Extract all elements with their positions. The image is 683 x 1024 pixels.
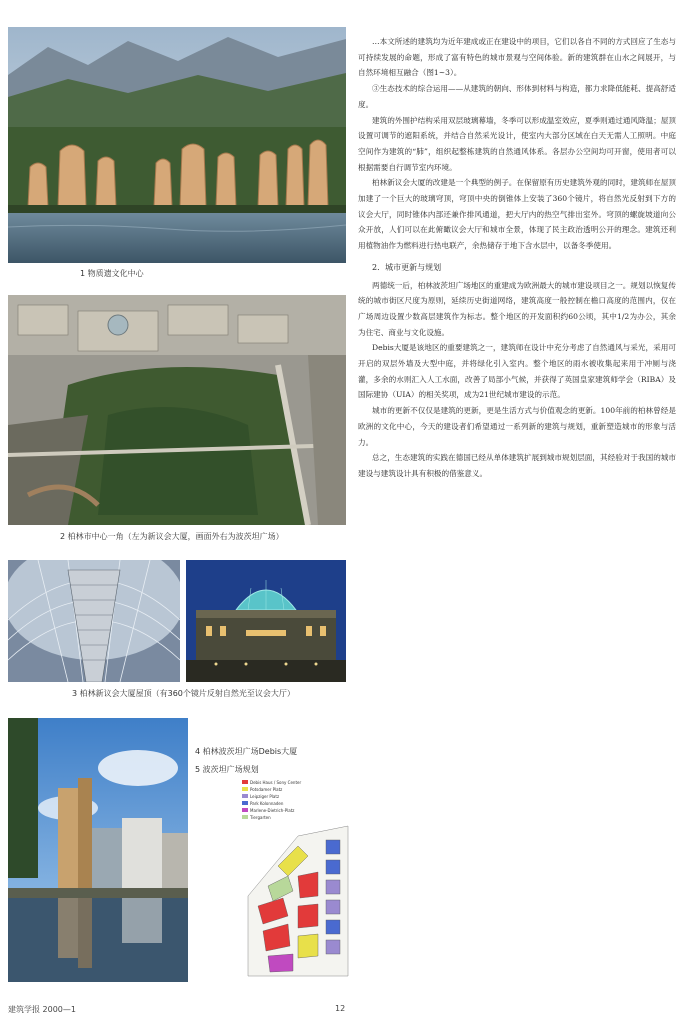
caption-4: 4 柏林波茨坦广场Debis大厦 [195, 747, 298, 756]
legend-item-0: Debis Haus / Sony Center [250, 780, 302, 785]
plan-illustration [238, 776, 354, 986]
paragraph-2: ③生态技术的综合运用——从建筑的朝向、形体到材料与构造，都力求降低能耗、提高舒适度。 [358, 84, 676, 109]
article-text-column [358, 34, 676, 482]
cultural-center-illustration [8, 27, 346, 263]
paragraph-6: Debis大厦是该地区的重要建筑之一，建筑师在设计中充分考虑了自然通风与采光，采用可开启的双层外墙及大型中庭，并将绿化引入室内。整个地区的雨水被收集起来用于冲厕与浇灌，多余的水则汇入人工水面，改善了局部小气候，并获得了英国皇家建筑师学会（RIBA）及国际建协（UIA）的相关奖项，成为21世纪城市建设的示范。 [358, 343, 676, 400]
reichstag-illustration [186, 560, 346, 682]
legend-item-1: Potsdamer Platz [250, 787, 283, 792]
paragraph-5: 两德统一后，柏林波茨坦广场地区的重建成为欧洲最大的城市建设项目之一。规划以恢复传统的城市街区尺度为原则，延续历史街道网络，建筑高度一般控制在檐口高度的范围内，仅在广场周边设置少数高层建筑作为标志。整个地区的开发面积约60公顷，其中1/2为办公，其余为住宅、商业与文化设施。 [358, 280, 676, 337]
paragraph-8: 总之，生态建筑的实践在德国已经从单体建筑扩展到城市规划层面，其经验对于我国的城市建设与建筑设计具有积极的借鉴意义。 [358, 453, 676, 478]
section-heading-2: 2．城市更新与规划 [372, 262, 442, 272]
photo-debis-tower [8, 718, 188, 982]
caption-3: 3 柏林新议会大厦屋顶（有360个镜片反射自然光至议会大厅） [72, 689, 295, 698]
photo-cultural-center [8, 27, 346, 263]
potsdamer-platz-plan [238, 776, 354, 986]
paragraph-4: 柏林新议会大厦的改建是一个典型的例子。在保留原有历史建筑外观的同时，建筑师在屋顶加建了一个巨大的玻璃穹顶，穹顶中央的倒锥体上安装了360个镜片，将自然光反射到下方的议会大厅，同时锥体内部还兼作排风通道，把大厅内的热空气排出室外。穹顶的螺旋坡道向公众开放，人们可以在此俯瞰议会大厅和城市全景，体现了民主政治透明公开的理念。建筑还利用植物油作为燃料进行热电联产，余热储存于地下含水层中，以备冬季使用。 [358, 178, 676, 251]
paragraph-7: 城市的更新不仅仅是建筑的更新，更是生活方式与价值观念的更新。100年前的柏林曾经是欧洲的文化中心，今天的建设者们希望通过一系列新的建筑与规划，重新塑造城市的形象与活力。 [358, 406, 676, 447]
debis-tower-illustration [8, 718, 188, 982]
legend-item-5: Tiergarten [250, 815, 271, 820]
legend-item-3: Park Kolonnaden [250, 801, 284, 806]
caption-2: 2 柏林市中心一角（左为新议会大厦，画面外右为波茨坦广场） [60, 532, 284, 541]
berlin-aerial-illustration [8, 295, 346, 525]
caption-1: 1 物质遗文化中心 [80, 269, 144, 278]
page-number: 12 [335, 1004, 346, 1013]
journal-footer: 建筑学报 2000—1 [8, 1005, 76, 1014]
dome-interior-illustration [8, 560, 180, 682]
legend-item-2: Leipziger Platz [250, 794, 280, 799]
caption-5: 5 波茨坦广场规划 [195, 765, 259, 774]
photo-dome-interior [8, 560, 180, 682]
paragraph-3: 建筑的外围护结构采用双层玻璃幕墙，冬季可以形成温室效应，夏季则通过通风降温；屋顶设置可调节的遮阳系统，并结合自然采光设计，使室内大部分区域在白天无需人工照明。中庭空间作为建筑的“肺”，组织起整栋建筑的自然通风体系。各层办公空间均可开窗，使用者可以根据需要自行调节室内环境。 [358, 115, 676, 172]
paragraph-1: …本文所述的建筑均为近年建成或正在建设中的项目，它们以各自不同的方式回应了生态与可持续发展的命题，形成了富有特色的城市景观与空间体验。新的建筑群在山水之间展开，与自然环境相互融合（图1~3）。 [358, 37, 676, 78]
legend-item-4: Marlene-Dietrich-Platz [250, 808, 295, 813]
photo-berlin-aerial [8, 295, 346, 525]
photo-reichstag-night [186, 560, 346, 682]
